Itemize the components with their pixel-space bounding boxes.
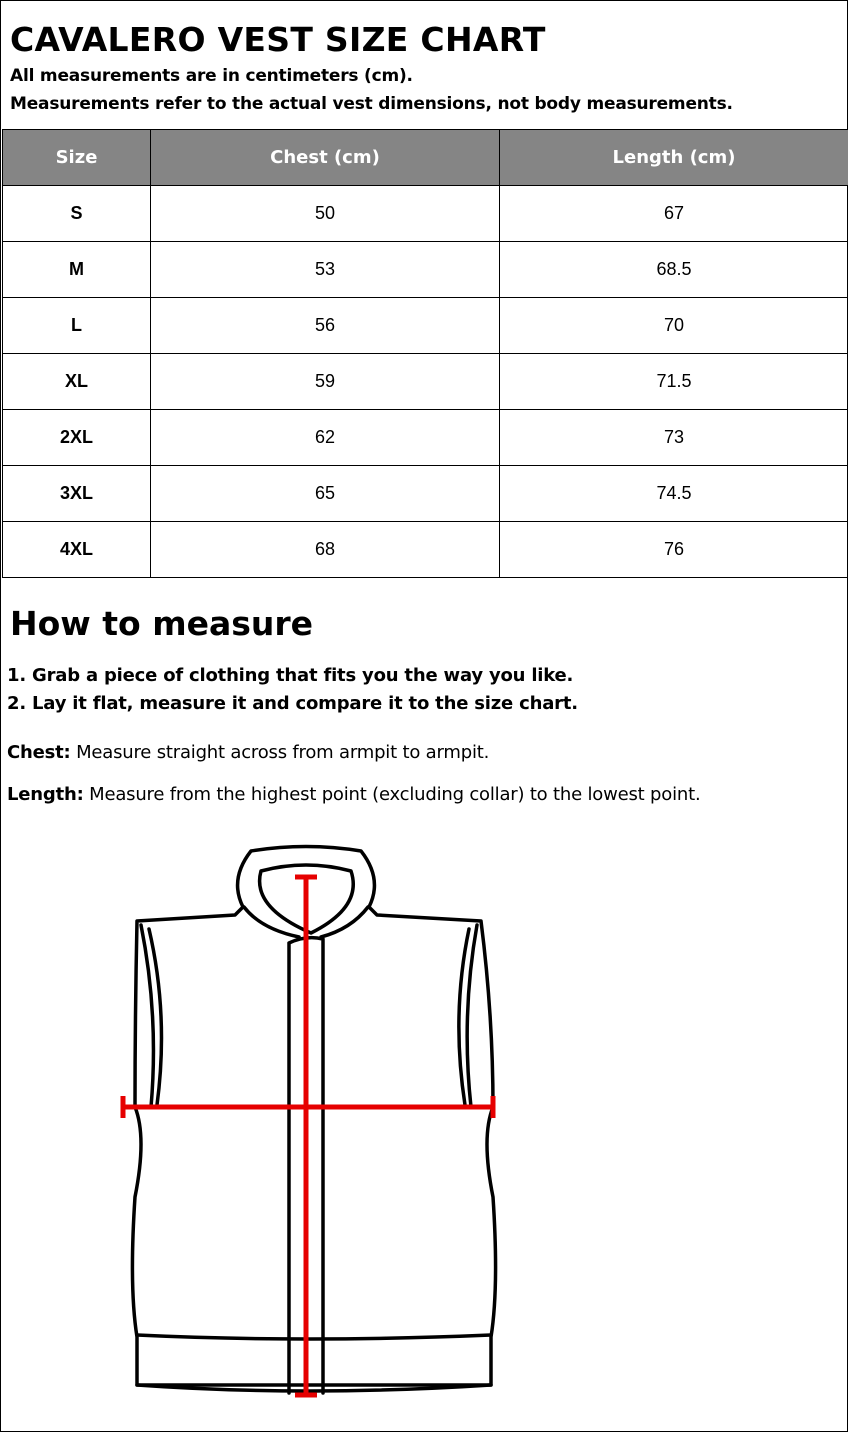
table-header-row <box>3 130 848 186</box>
measure-step-1: 1. Grab a piece of clothing that fits you the way you like. <box>7 665 574 686</box>
column-header-length: Length (cm) <box>500 130 848 186</box>
size-cell: S <box>3 186 151 242</box>
chart-header <box>1 1 848 130</box>
length-cell: 67 <box>500 186 848 242</box>
table-row <box>3 298 848 354</box>
size-cell: L <box>3 298 151 354</box>
chest-cell: 53 <box>151 242 500 298</box>
length-cell: 74.5 <box>500 466 848 522</box>
right-armhole <box>459 925 477 1107</box>
table-row <box>3 242 848 298</box>
column-header-size: Size <box>3 130 151 186</box>
units-note: All measurements are in centimeters (cm). <box>10 66 413 86</box>
length-definition <box>7 783 700 807</box>
size-cell: 2XL <box>3 410 151 466</box>
length-cell: 71.5 <box>500 354 848 410</box>
size-cell: XL <box>3 354 151 410</box>
how-to-measure-title: How to measure <box>10 604 314 643</box>
length-label: Length: <box>7 784 84 805</box>
dimensions-note: Measurements refer to the actual vest dimensions, not body measurements. <box>10 94 733 114</box>
length-cell: 70 <box>500 298 848 354</box>
table-row <box>3 410 848 466</box>
table-row <box>3 354 848 410</box>
length-cell: 76 <box>500 522 848 578</box>
size-table <box>2 129 848 578</box>
table-row <box>3 522 848 578</box>
chest-cell: 59 <box>151 354 500 410</box>
size-cell: 3XL <box>3 466 151 522</box>
chest-cell: 65 <box>151 466 500 522</box>
length-instruction: Measure from the highest point (excluding collar) to the lowest point. <box>83 784 701 805</box>
bottom-band <box>137 1335 491 1339</box>
length-cell: 73 <box>500 410 848 466</box>
chest-cell: 68 <box>151 522 500 578</box>
chest-instruction: Measure straight across from armpit to armpit. <box>70 742 490 763</box>
table-row <box>3 186 848 242</box>
chest-definition <box>7 741 489 765</box>
chest-cell: 50 <box>151 186 500 242</box>
table-row <box>3 466 848 522</box>
chest-cell: 56 <box>151 298 500 354</box>
chest-cell: 62 <box>151 410 500 466</box>
vest-diagram-icon <box>101 837 521 1407</box>
measure-step-2: 2. Lay it flat, measure it and compare it to the size chart. <box>7 693 578 714</box>
size-cell: 4XL <box>3 522 151 578</box>
length-cell: 68.5 <box>500 242 848 298</box>
left-armhole <box>141 925 162 1107</box>
column-header-chest: Chest (cm) <box>151 130 500 186</box>
chest-label: Chest: <box>7 742 71 763</box>
page-title: CAVALERO VEST SIZE CHART <box>10 20 546 59</box>
size-cell: M <box>3 242 151 298</box>
vest-outline <box>132 847 495 1386</box>
